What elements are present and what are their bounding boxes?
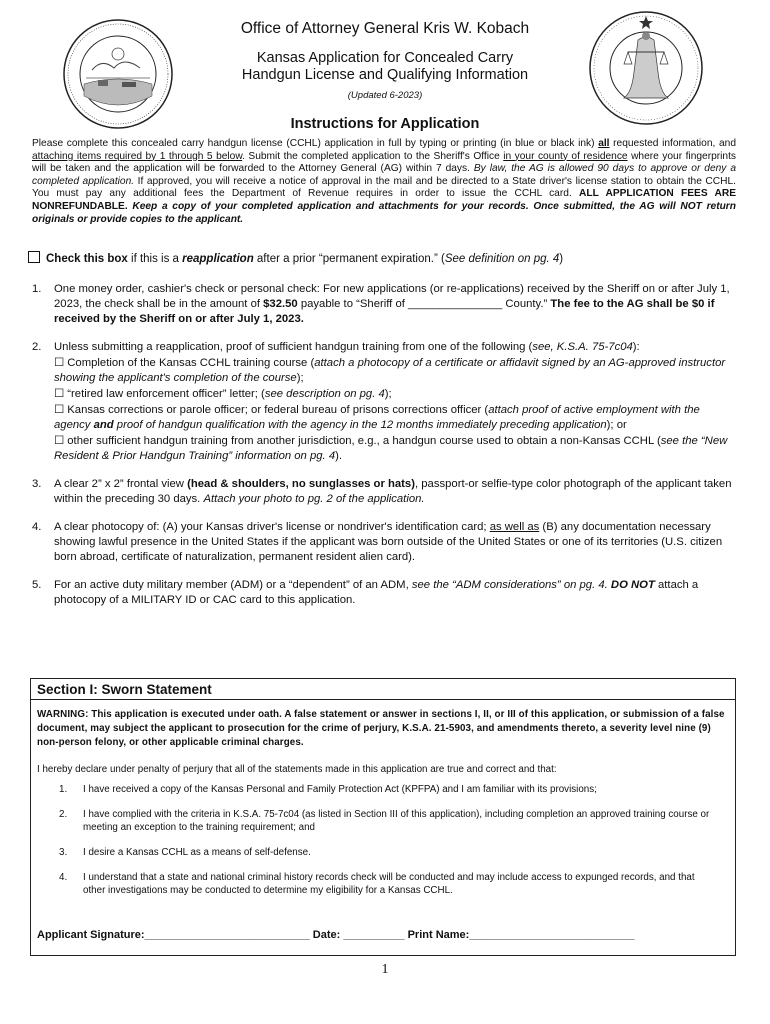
opt1-text-a: ☐ Completion of the Kansas CCHL training course ( xyxy=(54,357,315,369)
application-title-line1: Kansas Application for Concealed Carry xyxy=(256,50,514,66)
statement-text: I have complied with the criteria in K.S.A. 75-7c04 (as listed in Section III of this application), including completion an approved training course or meeting an exception to the training requirement; and xyxy=(83,809,710,833)
reapp-text-f: ) xyxy=(559,253,564,265)
statement-number: 4. xyxy=(59,872,68,883)
office-title: Office of Attorney General Kris W. Kobach xyxy=(240,20,530,37)
page-number: 1 xyxy=(381,962,389,977)
training-option-3[interactable] xyxy=(54,403,732,433)
requirement-number: 5. xyxy=(32,579,42,591)
statement-number: 1. xyxy=(59,784,68,795)
section-title: Section I: Sworn Statement xyxy=(31,679,735,700)
training-option-4[interactable] xyxy=(54,434,732,464)
statement-list xyxy=(31,775,735,897)
requirement-number: 1. xyxy=(32,283,42,295)
statement-text: I understand that a state and national criminal history records check will be conducted and may include access to expunged records, and that other investigations may be conducted to determine my eligibility for a Kansas CCHL. xyxy=(83,872,695,896)
req4-as-well-as: as well as xyxy=(489,521,540,533)
reapp-text-d: after a prior “permanent expiration.” ( xyxy=(253,253,445,265)
opt2-text-c: ); xyxy=(384,388,392,400)
requirement-5 xyxy=(32,578,732,608)
opt1-text-c: ); xyxy=(296,372,304,384)
instructions-paragraph xyxy=(32,138,736,226)
opt3-and: and xyxy=(93,419,114,431)
intro-text-6: If approved, you will receive a notice of approval in the mail and be directed to a State driver's license station to obtain the CCHL. You must pay any additional fees the Department of Revenue requires in order to issue the CCHL card. xyxy=(32,175,736,200)
req5-text-d: attach a photocopy of a MILITARY ID or CAC card to this application. xyxy=(54,579,699,606)
reapplication-line xyxy=(28,251,563,265)
intro-nonrefundable: ALL APPLICATION FEES ARE NONREFUNDABLE. xyxy=(32,188,736,212)
req5-text-a: For an active duty military member (ADM) or a “dependent” of an ADM, xyxy=(54,579,412,591)
req1-fee-note: The fee to the AG shall be $0 if received by the Sheriff on or after July 1, 2023. xyxy=(54,298,715,325)
statement-text: I have received a copy of the Kansas Personal and Family Protection Act (KPFPA) and I am familiar with its provisions; xyxy=(83,784,597,795)
requirement-1 xyxy=(32,282,732,327)
intro-all: all xyxy=(598,138,610,149)
req4-text-a: A clear photocopy of: (A) your Kansas driver's license or nondriver's identification card; xyxy=(54,521,490,533)
warning-label: WARNING xyxy=(37,709,86,720)
statement-item xyxy=(59,871,715,897)
statement-item xyxy=(59,783,715,796)
reapp-text-b: if this is a xyxy=(127,253,183,265)
section-1-sworn-statement xyxy=(30,678,736,956)
declaration-text: I hereby declare under penalty of perjury that all of the statements made in this application are true and correct and that: xyxy=(37,764,557,775)
statement-text: I desire a Kansas CCHL as a means of self-defense. xyxy=(83,847,311,858)
training-option-1[interactable] xyxy=(54,356,732,386)
req5-do-not: DO NOT xyxy=(607,579,655,591)
requirement-number: 4. xyxy=(32,521,42,533)
opt4-text-a: ☐ other sufficient handgun training from another jurisdiction, e.g., a handgun course used to obtain a non-Kansas CCHL ( xyxy=(54,435,661,447)
attorney-general-seal xyxy=(588,10,704,126)
req4-text-c: (B) any documentation necessary showing lawful presence in the United States if the applicant was born outside of the United States or one of its territories (U.S. citizen born abroad, certificate of naturalization, permanent resident alien card). xyxy=(54,521,723,563)
signature-line[interactable]: Applicant Signature:___________________________ Date: __________ Print Name:___________________________ xyxy=(37,929,635,941)
opt2-text-b: see description on pg. 4 xyxy=(264,388,385,400)
instructions-title: Instructions for Application xyxy=(290,116,480,132)
warning-text: : This application is executed under oath. A false statement or answer in sections I, II, or III of this application, or submission of a false document, may subject the applicant to prosecution for the crime of perjury, K.S.A. 21-5903, and amendments thereto, a severity level nine (9) non-person felony, or other applicable criminal charges. xyxy=(37,709,725,748)
statement-number: 3. xyxy=(59,847,68,858)
intro-law: By law, the AG is allowed 90 days to approve or deny a completed application. xyxy=(32,163,737,187)
req3-text-a: A clear 2” x 2” frontal view xyxy=(54,478,188,490)
intro-county: in your county of residence xyxy=(503,150,628,162)
intro-text-4: where your fingerprints will be taken and the application will be forwarded to the Attorney General (AG) within 7 days. xyxy=(32,150,736,175)
opt4-text-c: ). xyxy=(335,450,343,462)
req2-text-a: Unless submitting a reapplication, proof of sufficient handgun training from one of the following ( xyxy=(54,341,533,353)
intro-attaching: attaching items required by 1 through 5 below xyxy=(32,150,243,162)
opt1-text-b: attach a photocopy of a certificate or affidavit signed by an AG-approved instructor showing the applicant's completion of the course xyxy=(54,357,726,384)
reapp-reapplication: reapplication xyxy=(182,253,254,265)
req1-text-c: payable to “Sheriff of _______________ County.” xyxy=(297,298,551,310)
kansas-state-seal xyxy=(62,18,174,130)
requirement-4 xyxy=(32,520,732,565)
application-title-line2: Handgun License and Qualifying Information xyxy=(241,67,529,83)
requirement-2 xyxy=(32,340,732,464)
req1-amount: $32.50 xyxy=(263,298,298,310)
reapp-check-label: Check this box xyxy=(46,253,128,265)
requirements-list xyxy=(32,282,732,621)
req2-statute: see, K.S.A. 75-7c04 xyxy=(532,341,633,353)
req2-text-c: ): xyxy=(632,341,640,353)
intro-text-1: Please complete this concealed carry handgun license (CCHL) application in full by typing or printing (in blue or black ink) xyxy=(32,138,599,149)
opt4-text-b: see the “New Resident & Prior Handgun Training” information on pg. 4 xyxy=(54,435,728,462)
req3-text-b: (head & shoulders, no sunglasses or hats) xyxy=(187,478,415,490)
statement-number: 2. xyxy=(59,809,68,820)
opt2-text-a: ☐ “retired law enforcement officer” letter; ( xyxy=(54,388,265,400)
document-header xyxy=(180,20,590,101)
opt3-text-b: attach proof of active employment with the agency xyxy=(54,404,700,431)
training-option-2[interactable] xyxy=(54,387,732,402)
req5-text-b: see the “ADM considerations” on pg. 4. xyxy=(411,579,608,591)
reapplication-checkbox[interactable] xyxy=(28,251,40,263)
req3-text-d: Attach your photo to pg. 2 of the application. xyxy=(203,493,425,505)
requirement-3 xyxy=(32,477,732,507)
intro-text-3: . Submit the completed application to the Sheriff's Office xyxy=(242,150,504,162)
opt3-text-d: proof of handgun qualification with the agency in the 12 months immediately preceding application xyxy=(113,419,607,431)
statement-item xyxy=(59,846,715,859)
requirement-number: 2. xyxy=(32,341,42,353)
intro-text-2: requested information, and xyxy=(609,138,736,149)
requirement-number: 3. xyxy=(32,478,42,490)
updated-date: (Updated 6-2023) xyxy=(347,90,423,101)
opt3-text-e: ); or xyxy=(606,419,627,431)
statement-item xyxy=(59,808,715,834)
opt3-text-a: ☐ Kansas corrections or parole officer; or federal bureau of prisons corrections officer ( xyxy=(54,404,489,416)
reapp-definition: See definition on pg. 4 xyxy=(444,253,560,265)
req3-text-c: , passport-or selfie-type color photograph of the applicant taken within the preceding 30 days. xyxy=(54,478,732,505)
perjury-warning xyxy=(31,700,735,750)
req1-text-a: One money order, cashier's check or personal check: For new applications (or re-applications) received by the Sheriff on or after July 1, 2023, the check shall be in the amount of xyxy=(54,283,730,310)
intro-keep-copy: Keep a copy of your completed application and attachments for your records. Once submitted, the AG will NOT return originals or provide copies to the applicant. xyxy=(32,200,736,225)
